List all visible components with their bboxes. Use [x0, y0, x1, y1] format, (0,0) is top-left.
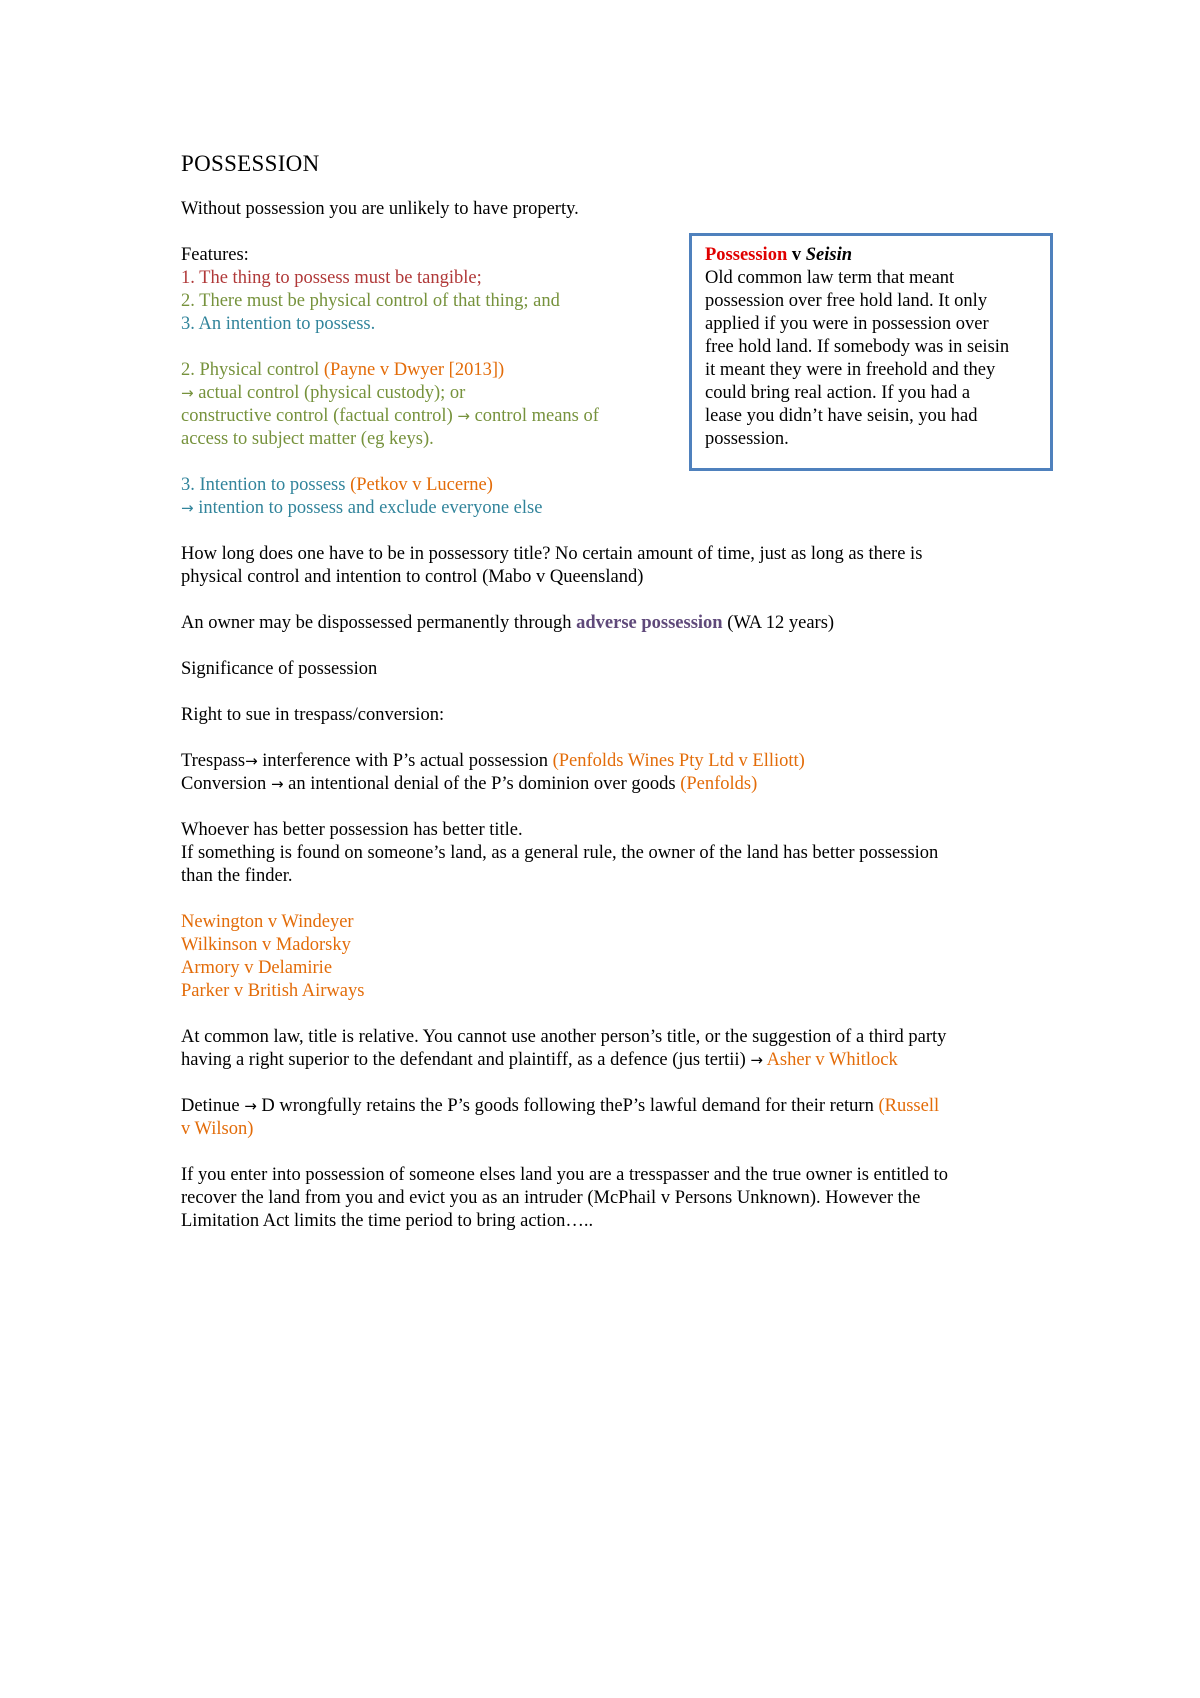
adverse-possession-line	[181, 612, 1031, 635]
intro-line: Without possession you are unlikely to have property.	[181, 199, 579, 219]
arrow-icon: →	[270, 775, 284, 793]
trespass-text: interference with P’s actual possession	[257, 751, 553, 771]
case-list-item: Newington v Windeyer	[181, 912, 354, 932]
better-title-line-1: Whoever has better possession has better title.	[181, 820, 523, 840]
callout-heading	[705, 244, 1037, 267]
callout-line: could bring real action. If you had a	[705, 383, 971, 403]
intention-label: 3. Intention to possess	[181, 475, 351, 495]
arrow-icon: →	[245, 752, 258, 770]
arrow-icon: →	[750, 1051, 763, 1069]
petkov-case: (Petkov v Lucerne)	[350, 475, 493, 495]
adverse-term: adverse possession	[576, 613, 723, 633]
seisin-callout-box	[689, 233, 1053, 471]
trespasser-line-1: If you enter into possession of someone elses land you are a tresspasser and the true owner is entitled to	[181, 1165, 949, 1185]
case-list-item: Parker v British Airways	[181, 981, 365, 1001]
actual-control-text: actual control (physical custody); or	[193, 383, 466, 403]
callout-line: applied if you were in possession over	[705, 314, 989, 334]
arrow-icon: →	[181, 499, 194, 517]
callout-line: lease you didn’t have seisin, you had	[705, 406, 978, 426]
conversion-label: Conversion	[181, 774, 271, 794]
better-title-line-2: If something is found on someone’s land, as a general rule, the owner of the land has better possession	[181, 843, 939, 863]
adverse-before: An owner may be dispossessed permanently through	[181, 613, 577, 633]
callout-line: possession.	[705, 429, 789, 449]
callout-line: possession over free hold land. It only	[705, 291, 988, 311]
features-heading: Features:	[181, 245, 249, 265]
feature-item-3: 3. An intention to possess.	[181, 314, 376, 334]
trespass-label: Trespass	[181, 751, 246, 771]
how-long-line-2: physical control and intention to control (Mabo v Queensland)	[181, 567, 644, 587]
penfolds-short-case: (Penfolds)	[680, 774, 758, 794]
significance-heading: Significance of possession	[181, 659, 378, 679]
conversion-line	[181, 773, 1031, 796]
how-long-line-1: How long does one have to be in possessory title? No certain amount of time, just as long as there is	[181, 544, 923, 564]
control-means-text: control means of	[469, 406, 599, 426]
arrow-icon: →	[244, 1097, 257, 1115]
access-line: access to subject matter (eg keys).	[181, 429, 434, 449]
adverse-after: (WA 12 years)	[722, 613, 835, 633]
callout-line: free hold land. If somebody was in seisin	[705, 337, 1010, 357]
penfolds-case: (Penfolds Wines Pty Ltd v Elliott)	[552, 751, 805, 771]
payne-case: (Payne v Dwyer [2013])	[323, 360, 505, 380]
physical-control-label: 2. Physical control	[181, 360, 324, 380]
callout-line: Old common law term that meant	[705, 268, 955, 288]
callout-possession: Possession	[705, 245, 788, 265]
trespasser-line-2: recover the land from you and evict you as an intruder (McPhail v Persons Unknown). However the	[181, 1188, 921, 1208]
constructive-control-text: constructive control (factual control)	[181, 406, 458, 426]
common-law-line-2	[181, 1049, 1031, 1072]
common-law-line-1: At common law, title is relative. You cannot use another person’s title, or the suggestion of a third party	[181, 1027, 947, 1047]
callout-line: it meant they were in freehold and they	[705, 360, 996, 380]
common-law-text: having a right superior to the defendant and plaintiff, as a defence (jus tertii)	[181, 1050, 751, 1070]
callout-v: v	[787, 245, 806, 265]
conversion-text: an intentional denial of the P’s dominion over goods	[283, 774, 681, 794]
trespass-line	[181, 750, 1031, 773]
right-to-sue-line: Right to sue in trespass/conversion:	[181, 705, 445, 725]
trespasser-line-3: Limitation Act limits the time period to bring action…..	[181, 1211, 594, 1231]
better-title-line-3: than the finder.	[181, 866, 293, 886]
arrow-icon: →	[181, 384, 194, 402]
detinue-line-1	[181, 1095, 1031, 1118]
intention-heading	[181, 474, 1031, 497]
detinue-text: D wrongfully retains the P’s goods following theP’s lawful demand for their return	[256, 1096, 879, 1116]
asher-case: Asher v Whitlock	[766, 1050, 898, 1070]
intention-text: intention to possess and exclude everyone else	[193, 498, 543, 518]
case-list-item: Wilkinson v Madorsky	[181, 935, 351, 955]
feature-item-1: 1. The thing to possess must be tangible;	[181, 268, 482, 288]
detinue-label: Detinue	[181, 1096, 245, 1116]
callout-seisin: Seisin	[805, 245, 853, 265]
russell-case-part-2: v Wilson)	[181, 1119, 254, 1139]
russell-case-part-1: (Russell	[878, 1096, 940, 1116]
intention-line	[181, 497, 1031, 520]
arrow-icon: →	[457, 407, 470, 425]
page-title: POSSESSION	[181, 151, 320, 176]
case-list-item: Armory v Delamirie	[181, 958, 333, 978]
feature-item-2: 2. There must be physical control of that thing; and	[181, 291, 560, 311]
